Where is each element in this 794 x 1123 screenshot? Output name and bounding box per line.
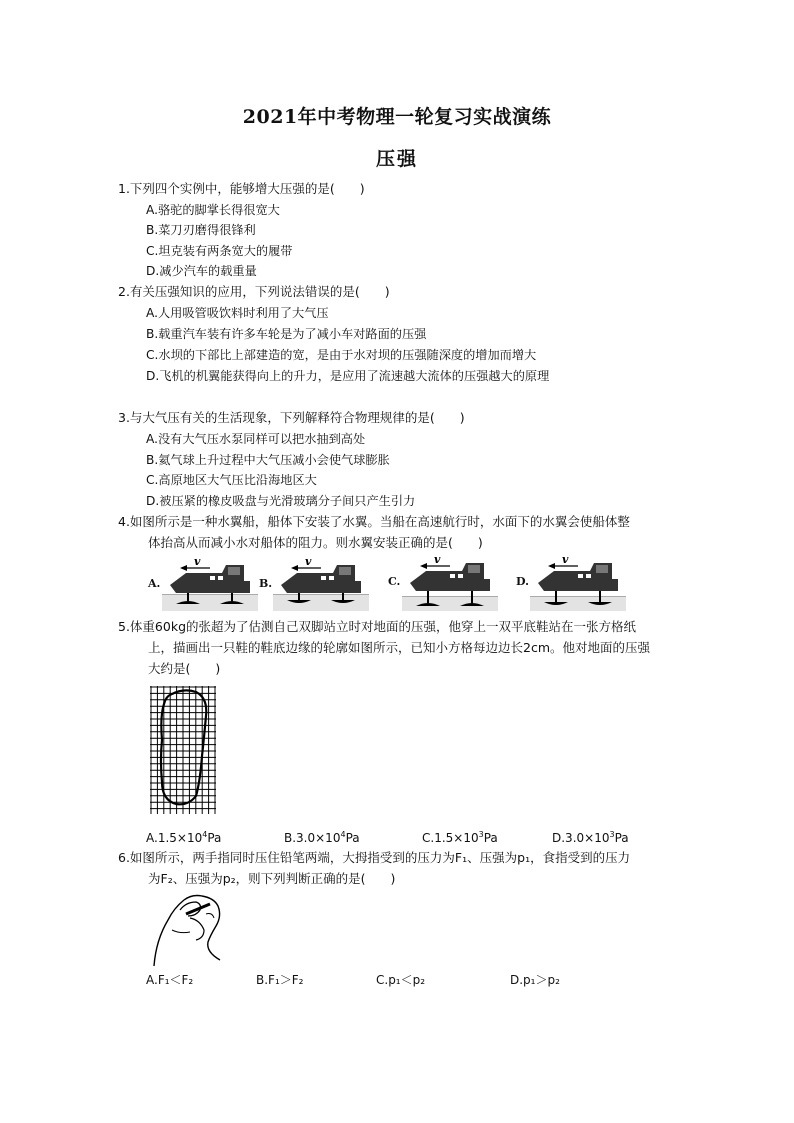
q2-option-d: D.飞机的机翼能获得向上的升力，是应用了流速越大流体的压强越大的原理: [146, 369, 550, 383]
q3-option-b: B.氦气球上升过程中大气压减小会使气球膨胀: [146, 453, 390, 467]
q5-option-b: $B.3.0\times 10^4Pa$: [284, 830, 360, 845]
q4-stem-line1: 4.如图所示是一种水翼船，船体下安装了水翼。当船在高速航行时，水面下的水翼会使船体整: [118, 514, 630, 529]
q2-option-c: C.水坝的下部比上部建造的宽，是由于水对坝的压强随深度的增加而增大: [146, 348, 537, 362]
velocity-label: v: [562, 553, 569, 566]
q5-option-a: $A.1.5\times 10^4Pa$: [146, 830, 222, 845]
q6-option-c: C.p₁＜p₂: [376, 973, 426, 987]
velocity-label: v: [194, 555, 201, 568]
q5-stem-line3: 大约是( ): [148, 661, 221, 676]
shoe-outline-grid-figure: [150, 686, 216, 814]
hydrofoil-figure-b: [259, 555, 369, 613]
hydrofoil-figure-a: [148, 555, 258, 613]
q5-option-c: $C.1.5\times 10^3Pa$: [422, 830, 498, 845]
hand-pencil-figure: [150, 890, 230, 968]
q3-option-c: C.高原地区大气压比沿海地区大: [146, 473, 317, 487]
q4-stem-line2: 体抬高从而减小水对船体的阻力。则水翼安装正确的是( ): [148, 535, 483, 550]
q6-stem-line1: 6.如图所示，两手指同时压住铅笔两端，大拇指受到的压力为F₁、压强为p₁，食指受到的压力: [118, 850, 631, 865]
figure-d-label: D.: [516, 575, 529, 588]
q1-option-b: B.菜刀刃磨得很锋利: [146, 223, 256, 237]
boat-c-drawing: [402, 553, 498, 613]
q3-stem: 3.与大气压有关的生活现象，下列解释符合物理规律的是( ): [118, 410, 465, 425]
q6-option-b: B.F₁＞F₂: [256, 973, 304, 987]
page-title: 2021年中考物理一轮复习实战演练: [242, 106, 552, 128]
figure-a-label: A.: [148, 577, 161, 590]
q1-option-c: C.坦克装有两条宽大的履带: [146, 244, 293, 258]
boat-a-drawing: [162, 555, 258, 613]
hydrofoil-figure-d: [516, 553, 626, 613]
page-subtitle: 压强: [375, 148, 418, 170]
boat-b-drawing: [273, 555, 369, 613]
q6-option-a: A.F₁＜F₂: [146, 973, 194, 987]
hydrofoil-figure-c: [388, 553, 498, 613]
q3-option-a: A.没有大气压水泵同样可以把水抽到高处: [146, 432, 366, 446]
q3-option-d: D.被压紧的橡皮吸盘与光滑玻璃分子间只产生引力: [146, 494, 416, 508]
figure-b-label: B.: [259, 577, 273, 590]
q6-stem-line2: 为F₂、压强为p₂，则下列判断正确的是( ): [148, 871, 396, 886]
q2-option-a: A.人用吸管吸饮料时利用了大气压: [146, 306, 329, 320]
q5-option-d: $D.3.0\times 10^3Pa$: [552, 830, 629, 845]
q5-stem-line2: 上，描画出一只鞋的鞋底边缘的轮廓如图所示，已知小方格每边边长2cm。他对地面的压强: [148, 640, 651, 655]
q5-stem-line1: 5.体重60kg的张超为了估测自己双脚站立时对地面的压强，他穿上一双平底鞋站在一张方格纸: [118, 619, 637, 634]
q2-stem: 2.有关压强知识的应用，下列说法错误的是( ): [118, 284, 390, 299]
q1-option-d: D.减少汽车的载重量: [146, 264, 257, 278]
q6-option-d: D.p₁＞p₂: [510, 973, 560, 987]
boat-d-drawing: [530, 553, 626, 613]
q1-option-a: A.骆驼的脚掌长得很宽大: [146, 203, 280, 217]
figure-c-label: C.: [388, 575, 401, 588]
q2-option-b: B.载重汽车装有许多车轮是为了减小车对路面的压强: [146, 327, 427, 341]
q1-stem: 1.下列四个实例中，能够增大压强的是( ): [118, 181, 365, 196]
velocity-label: v: [434, 553, 441, 566]
velocity-label: v: [305, 555, 312, 568]
